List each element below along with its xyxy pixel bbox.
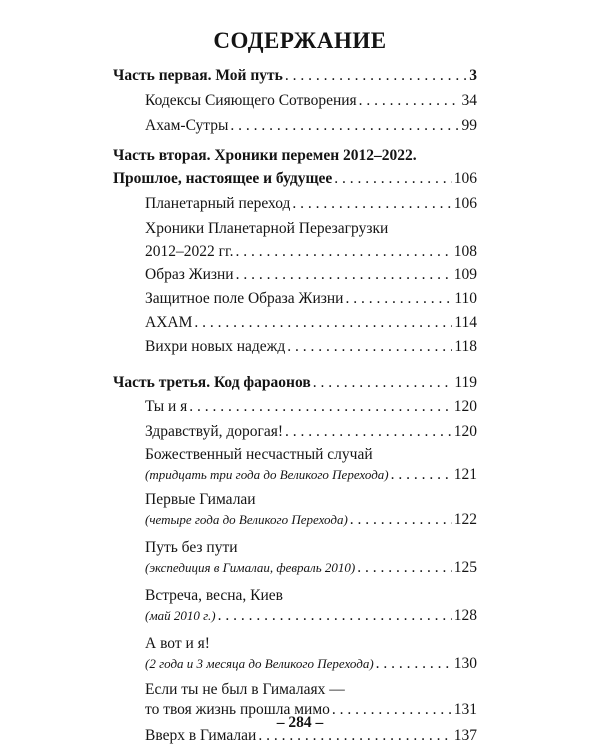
toc-entry-title: Образ Жизни [145,266,234,283]
dot-leader [189,397,451,417]
toc-entry-page: 130 [453,655,477,672]
dot-leader [313,373,453,393]
toc-entry-title-line1: Хроники Планетарной Перезагрузки [145,220,389,237]
dot-leader [236,265,452,285]
toc-entry[interactable] [113,445,477,485]
toc-entry[interactable] [113,313,477,333]
dot-leader [287,337,452,357]
toc-entry-title: Прошлое, настоящее и будущее [113,170,333,187]
toc-entry[interactable] [113,586,477,626]
toc-entry-title: то твоя жизнь прошла мимо [145,701,330,718]
toc-entry-page: 114 [454,314,477,331]
toc-entry-title: Ты и я [145,398,188,415]
toc-entry[interactable] [113,490,477,530]
table-of-contents [113,66,477,746]
toc-entry-page: 106 [453,195,477,212]
toc-entry[interactable] [113,634,477,674]
dot-leader [292,194,451,214]
toc-entry-part-2[interactable] [113,146,477,189]
dot-leader [285,422,452,442]
dot-leader [376,654,452,674]
toc-entry-page: 118 [454,338,477,355]
toc-entry-page: 110 [454,290,477,307]
dot-leader [194,313,452,333]
toc-entry-title: Вихри новых надежд [145,338,286,355]
toc-entry-title-line1: Первые Гималаи [145,491,256,508]
toc-entry-note: (май 2010 г.) [145,608,216,623]
toc-entry[interactable] [113,91,477,111]
toc-entry-title: 2012–2022 гг. [145,243,234,260]
toc-entry-title-line1: Путь без пути [145,539,238,556]
toc-entry-page: 3 [469,67,477,84]
toc-entry[interactable] [113,194,477,214]
toc-entry[interactable] [113,422,477,442]
toc-entry[interactable] [113,337,477,357]
toc-entry-page: 137 [453,727,477,744]
toc-entry-page: 125 [453,559,477,576]
toc-entry-page: 121 [453,466,477,483]
dot-leader [350,510,452,530]
toc-entry-page: 108 [453,243,477,260]
toc-entry-page: 34 [461,92,477,109]
toc-entry-title-line1: А вот и я! [145,635,210,652]
toc-entry-title: Планетарный переход [145,195,291,212]
toc-entry-title: Часть первая. Мой путь [113,67,283,84]
toc-entry[interactable] [113,538,477,578]
dot-leader [285,66,467,86]
toc-entry[interactable] [113,397,477,417]
dot-leader [334,169,451,189]
toc-entry[interactable] [113,265,477,285]
toc-entry-title: Вверх в Гималаи [145,727,257,744]
toc-entry-note: (четыре года до Великого Перехода) [145,512,348,527]
toc-entry-page: 119 [454,374,477,391]
page-number: – 284 – [276,714,324,731]
toc-entry-title-line1: Часть вторая. Хроники перемен 2012–2022. [113,147,417,164]
toc-entry-note: (экспедиция в Гималаи, февраль 2010) [145,560,356,575]
toc-entry-page: 120 [453,423,477,440]
dot-leader [391,465,452,485]
toc-entry-title-line1: Божественный несчастный случай [145,446,373,463]
toc-entry-part-1[interactable] [113,66,477,86]
toc-entry-title: Здравствуй, дорогая! [145,423,284,440]
dot-leader [345,289,452,309]
page-title: СОДЕРЖАНИЕ [213,28,387,53]
toc-entry-page: 106 [453,170,477,187]
dot-leader [359,91,460,111]
toc-entry-title: Кодексы Сияющего Сотворения [145,92,357,109]
toc-entry[interactable] [113,219,477,262]
toc-entry-note: (2 года и 3 месяца до Великого Перехода) [145,656,374,671]
toc-entry[interactable] [113,116,477,136]
toc-entry-title: АХАМ [145,314,193,331]
toc-entry[interactable] [113,289,477,309]
toc-entry-part-3[interactable] [113,373,477,393]
dot-leader [218,606,452,626]
toc-entry-page: 120 [453,398,477,415]
dot-leader [357,558,452,578]
toc-entry-page: 131 [453,701,477,718]
dot-leader [230,116,459,136]
toc-entry-title: Защитное поле Образа Жизни [145,290,344,307]
toc-entry-title: Ахам-Сутры [145,117,229,134]
toc-entry-title: Часть третья. Код фараонов [113,374,311,391]
toc-entry-title-line1: Если ты не был в Гималаях — [145,681,345,698]
toc-entry-page: 109 [453,266,477,283]
toc-entry-note: (тридцать три года до Великого Перехода) [145,467,389,482]
dot-leader [235,242,451,262]
toc-entry-page: 122 [453,511,477,528]
toc-entry-page: 128 [453,607,477,624]
toc-entry-page: 99 [461,117,477,134]
toc-entry-title-line1: Встреча, весна, Киев [145,587,283,604]
